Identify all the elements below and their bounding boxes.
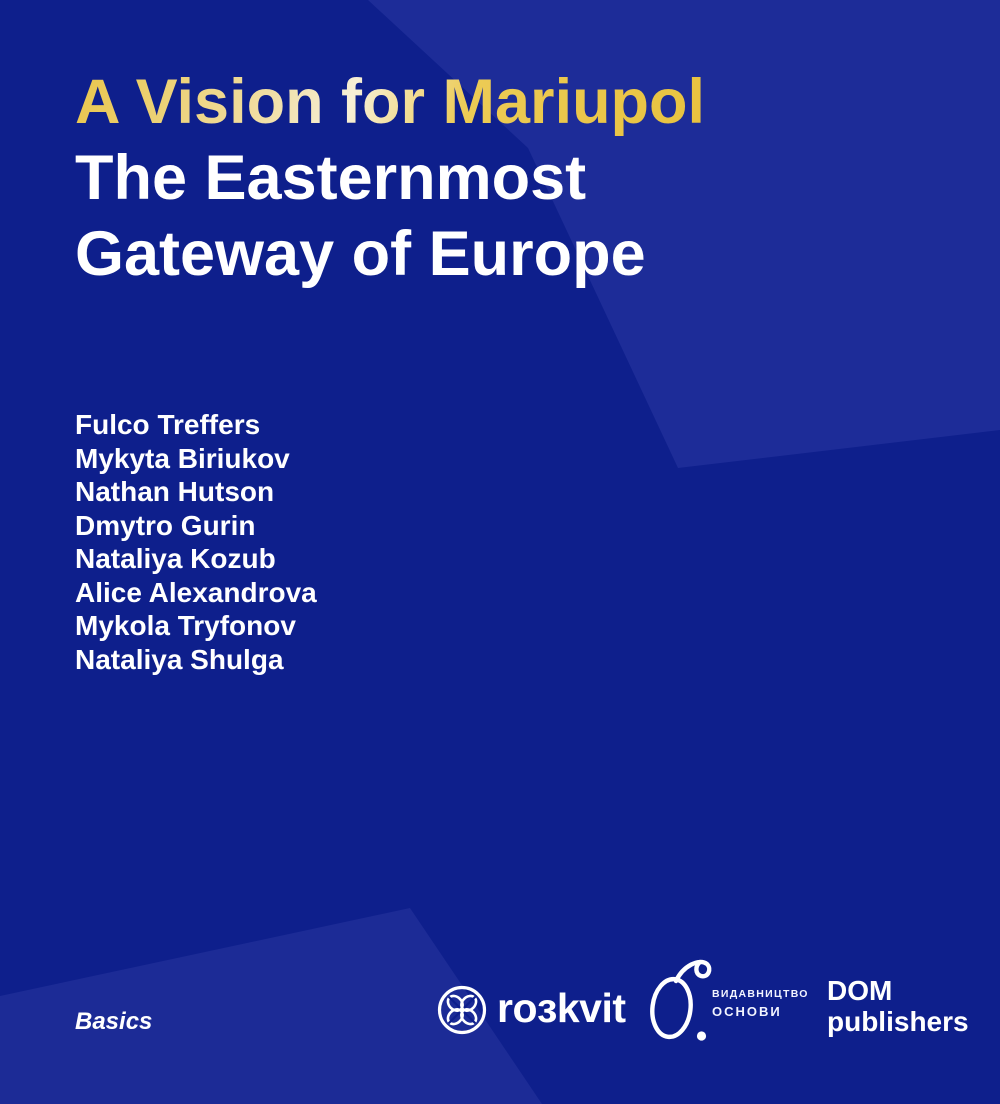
osnovy-text-block <box>712 988 809 1019</box>
dom-name-bottom: publishers <box>827 1006 969 1037</box>
title-line-accent: A Vision for Mariupol <box>75 64 705 140</box>
title-block <box>75 64 705 292</box>
rozkvit-wordmark: roзkvit <box>497 985 626 1031</box>
author-name: Dmytro Gurin <box>75 509 256 541</box>
series-label: Basics <box>75 1008 153 1035</box>
dom-name-top: DOM <box>827 975 893 1006</box>
author-list <box>75 408 317 676</box>
dom-publishers-logo <box>827 975 969 1037</box>
osnovy-label-bottom: ОСНОВИ <box>712 1004 782 1019</box>
author-name: Nataliya Shulga <box>75 643 284 675</box>
author-name: Fulco Treffers <box>75 409 261 440</box>
author-name: Mykyta Biriukov <box>75 442 290 474</box>
author-name: Nataliya Kozub <box>75 543 276 574</box>
author-name: Mykola Tryfonov <box>75 610 296 641</box>
author-name: Nathan Hutson <box>75 476 275 507</box>
rozkvit-flower-icon <box>436 984 488 1036</box>
osnovy-script-o-icon <box>645 956 717 1048</box>
title-line-3: Gateway of Europe <box>75 219 646 289</box>
author-name: Alice Alexandrova <box>75 576 317 608</box>
osnovy-label-top: ВИДАВНИЦТВО <box>712 988 809 1000</box>
title-line-2: The Easternmost <box>75 143 587 213</box>
